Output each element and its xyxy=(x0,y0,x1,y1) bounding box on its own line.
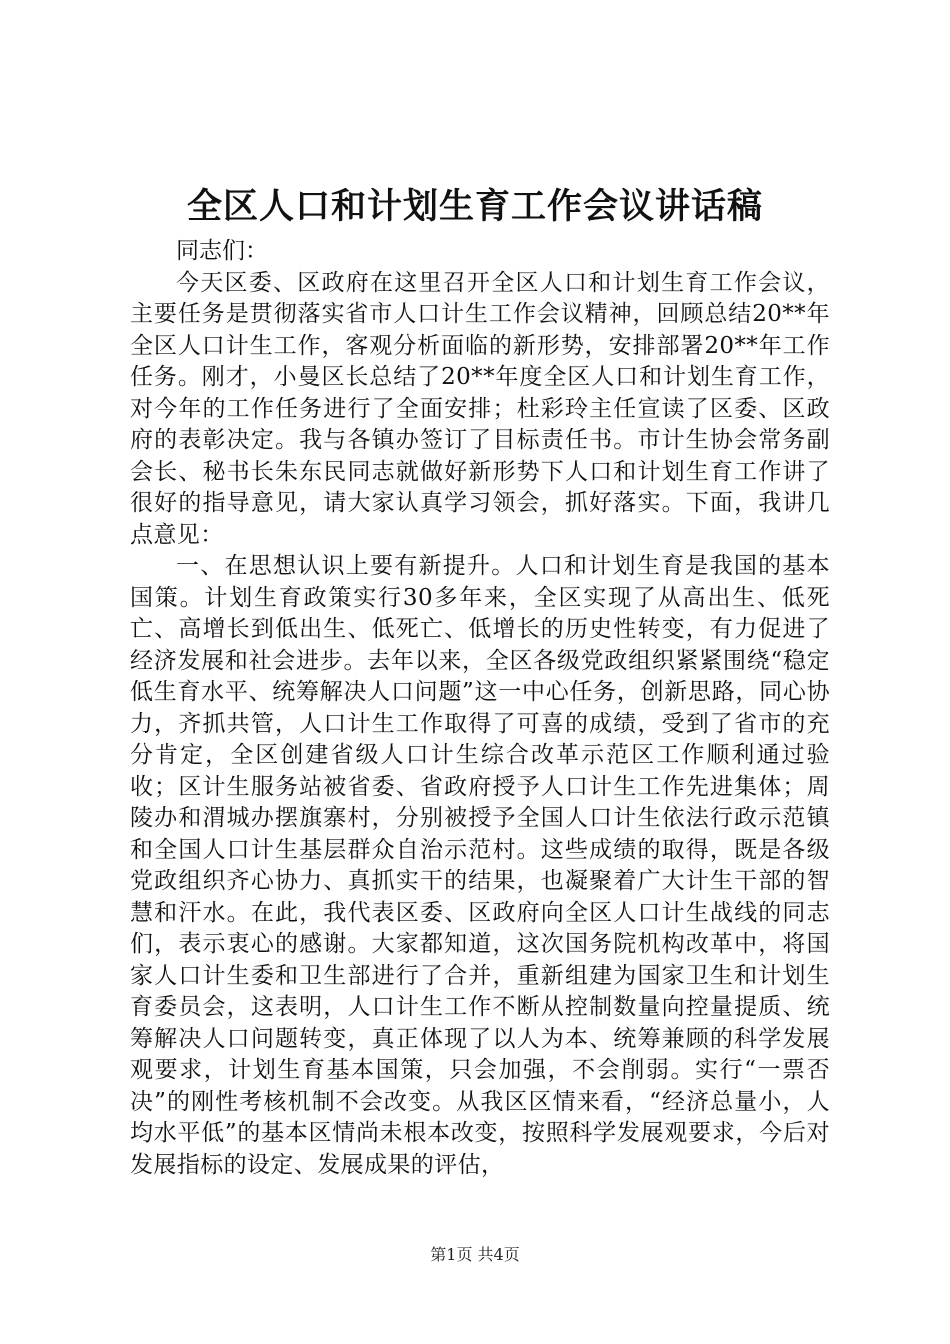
paragraph-intro: 今天区委、区政府在这里召开全区人口和计划生育工作会议，主要任务是贯彻落实省市人口计生工作会议精神，回顾总结20**年全区人口计生工作，客观分析面临的新形势，安排部署20**年工作任务。刚才，小曼区长总结了20**年度全区人口和计划生育工作，对今年的工作任务进行了全面安排；杜彩玲主任宣读了区委、区政府的表彰决定。我与各镇办签订了目标责任书。市计生协会常务副会长、秘书长朱东民同志就做好新形势下人口和计划生育工作讲了很好的指导意见，请大家认真学习领会，抓好落实。下面，我讲几点意见： xyxy=(130,269,830,548)
document-title: 全区人口和计划生育工作会议讲话稿 xyxy=(186,186,763,227)
greeting-line: 同志们： xyxy=(176,238,268,264)
page-footer: 第1页 共4页 xyxy=(430,1245,520,1264)
document-body xyxy=(130,236,830,1181)
paragraph-section-one: 一、在思想认识上要有新提升。人口和计划生育是我国的基本国策。计划生育政策实行30多年来，全区实现了从高出生、低死亡、高增长到低出生、低死亡、低增长的历史性转变，有力促进了经济发展和社会进步。去年以来，全区各级党政组织紧紧围绕“稳定低生育水平、统筹解决人口问题”这一中心任务，创新思路，同心协力，齐抓共管，人口计生工作取得了可喜的成绩，受到了省市的充分肯定，全区创建省级人口计生综合改革示范区工作顺利通过验收；区计生服务站被省委、省政府授予人口计生工作先进集体；周陵办和渭城办摆旗寨村，分别被授予全国人口计生依法行政示范镇和全国人口计生基层群众自治示范村。这些成绩的取得，既是各级党政组织齐心协力、真抓实干的结果，也凝聚着广大计生干部的智慧和汗水。在此，我代表区委、区政府向全区人口计生战线的同志们，表示衷心的感谢。大家都知道，这次国务院机构改革中，将国家人口计生委和卫生部进行了合并，重新组建为国家卫生和计划生育委员会，这表明，人口计生工作不断从控制数量向控量提质、统筹解决人口问题转变，真正体现了以人为本、统筹兼顾的科学发展观要求，计划生育基本国策，只会加强，不会削弱。实行“一票否决”的刚性考核机制不会改变。从我区区情来看，“经济总量小，人均水平低”的基本区情尚未根本改变，按照科学发展观要求，今后对发展指标的设定、发展成果的评估， xyxy=(130,553,830,1178)
